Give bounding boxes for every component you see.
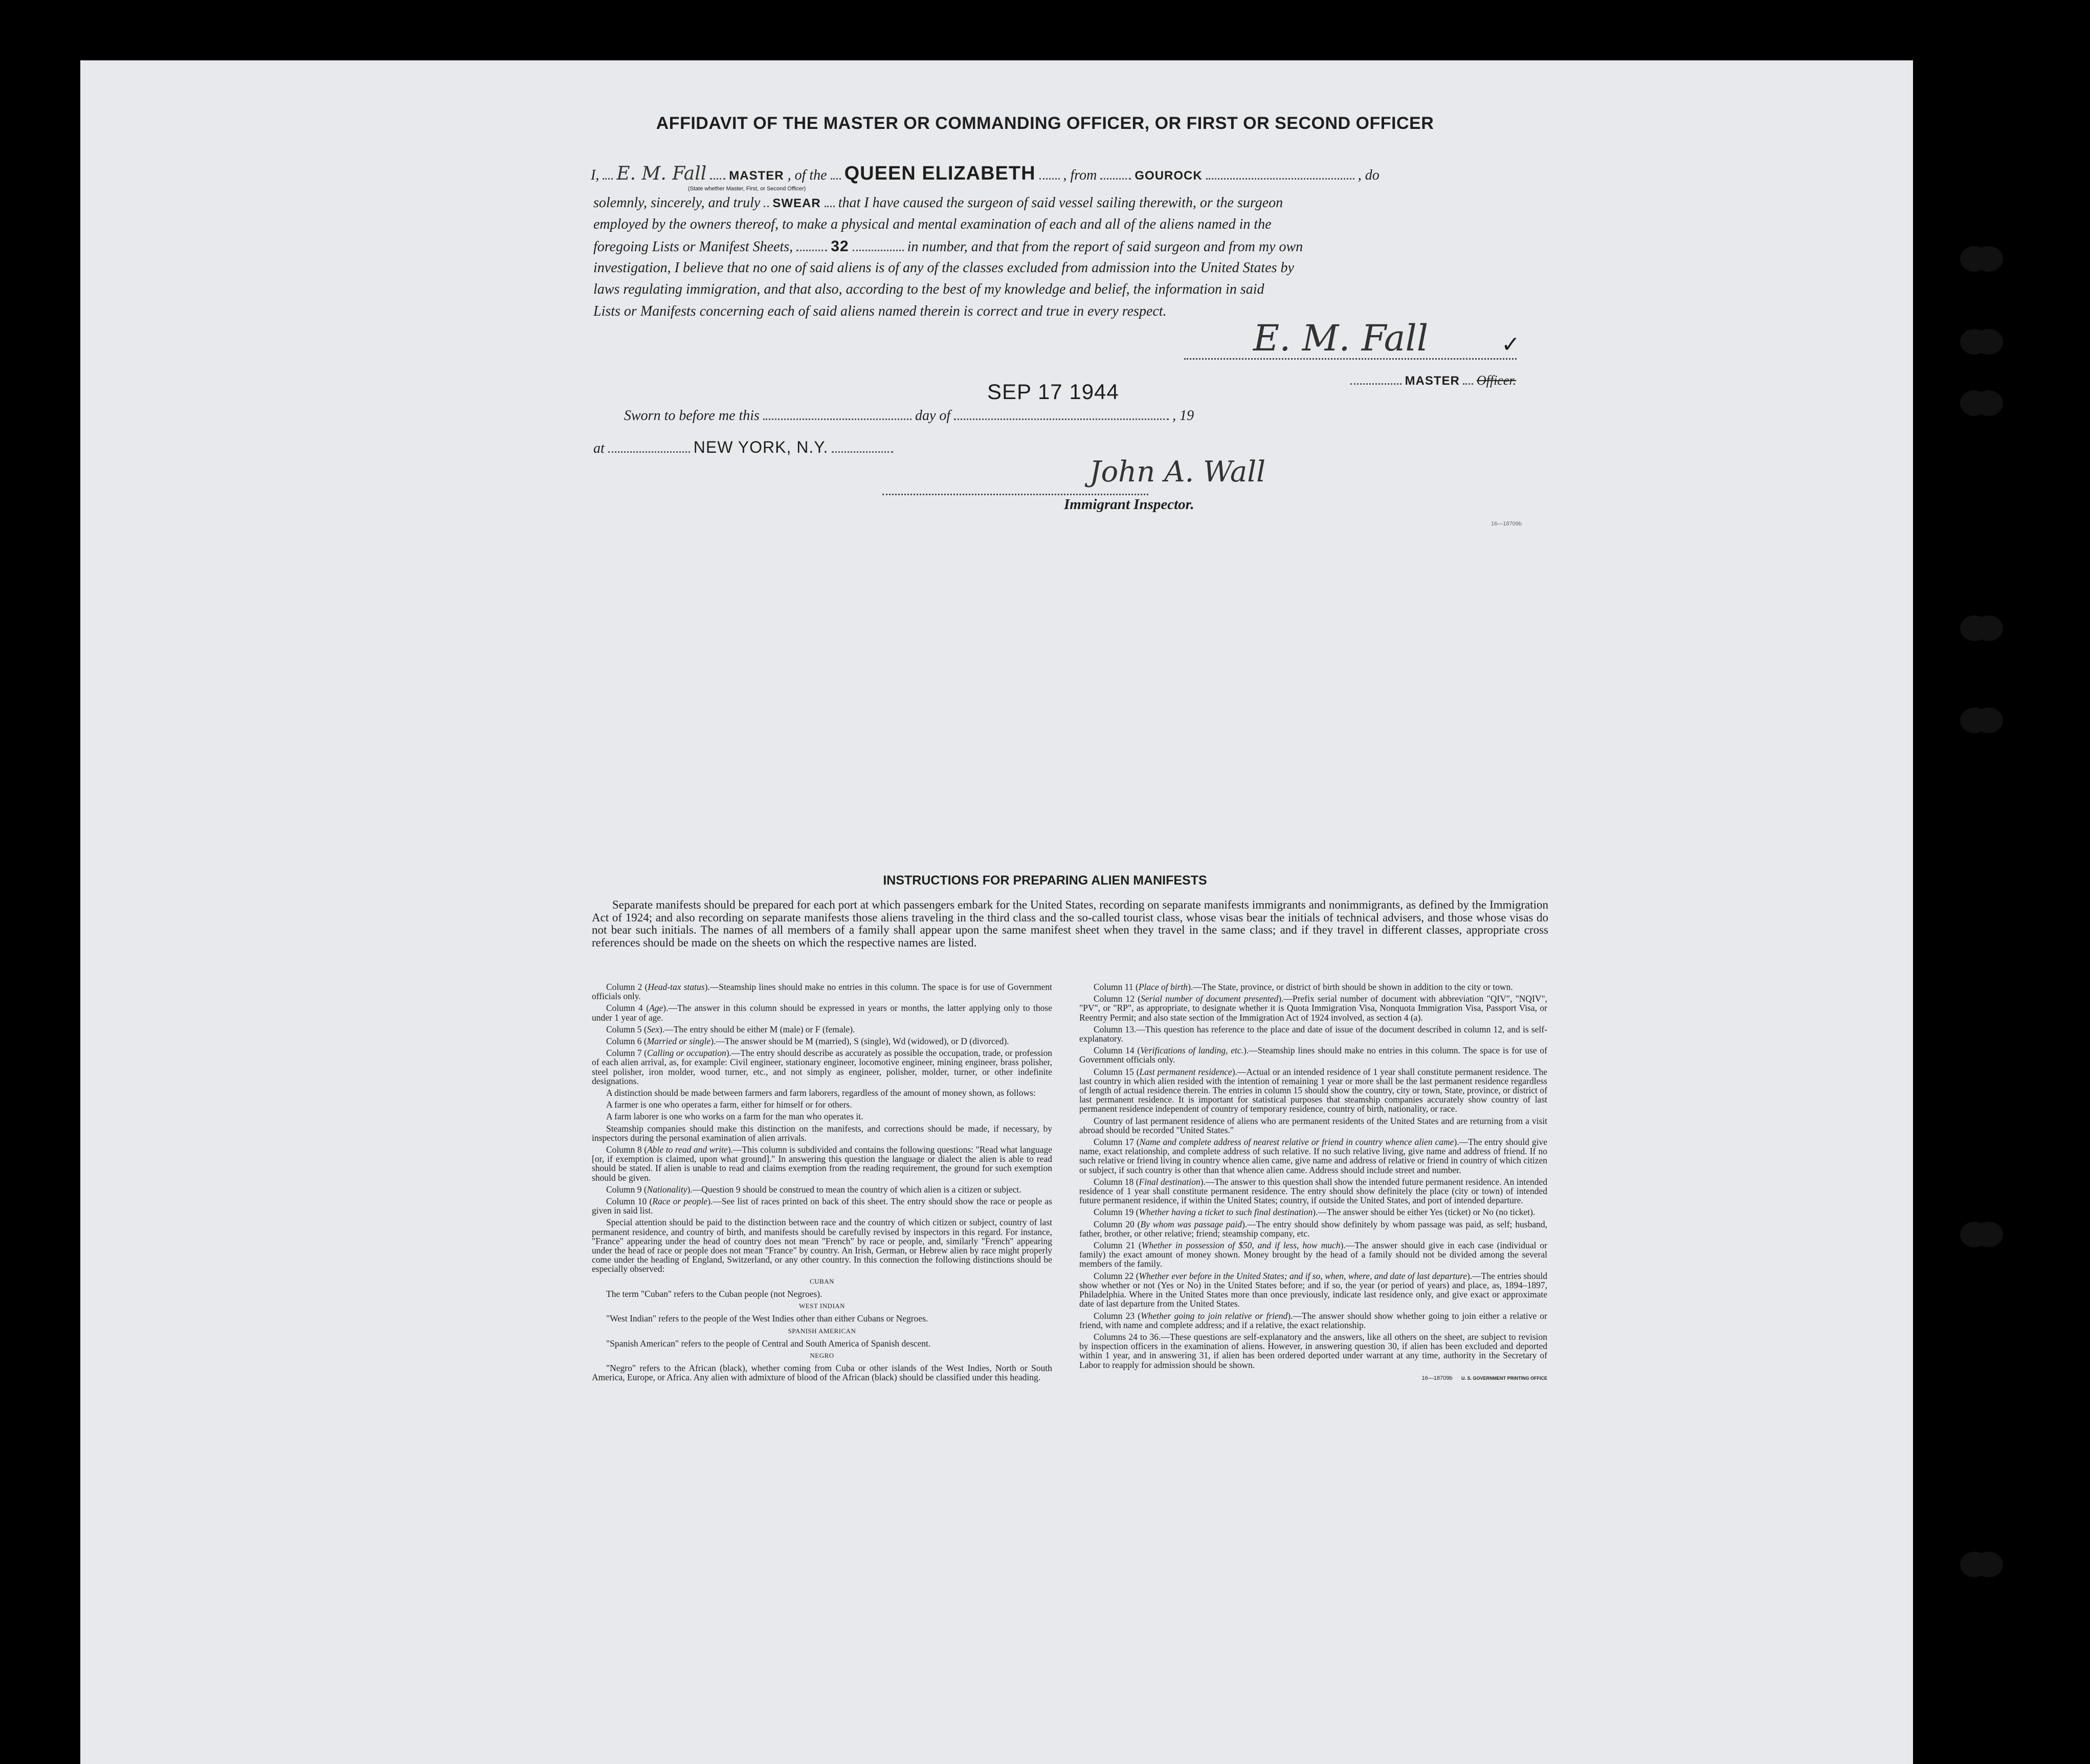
- affidavit-line-3: employed by the owners thereof, to make a physical and mental examination of each and all of the aliens named in the: [593, 216, 1272, 232]
- heading-spanish-american: SPANISH AMERICAN: [788, 1327, 856, 1335]
- punch-hole: [1960, 390, 1989, 416]
- instruction-item: Column 7 (Calling or occupation).—The entry should describe as accurately as possible the occupation, trade, or profession of each alien arrival, as, for example: Civil engineer, stationary engineer, locomotive engineer, mining engineer, brass polisher, steel polisher, iron molder, wood turner, etc., and not simply as engineer, polisher, molder, turner, or other indefinite designations.: [592, 1048, 1052, 1086]
- instruction-item: Column 14 (Verifications of landing, etc.).—Steamship lines should make no entries in this column. The space is for use of Government officials only.: [1079, 1045, 1547, 1065]
- inspector-signature: John A. Wall: [1090, 455, 1266, 489]
- instruction-item: Column 6 (Married or single).—The answer should be M (married), S (single), Wd (widowed), or D (divorced).: [606, 1036, 1009, 1047]
- instruction-item: Column 19 (Whether having a ticket to such final destination).—The answer should be either Yes (ticket) or No (no ticket).: [1094, 1207, 1536, 1218]
- form-number: 16—18709b: [1491, 521, 1522, 527]
- instruction-item: Column 22 (Whether ever before in the United States; and if so, when, where, and date of last departure).—The entries should show whether or not (Yes or No) in the United States before; and if so, the year (or period of years) and place, as, 1894–1897, Philadelphia. Where in the United States more than once previously, indicate last residence only, and give exact or approximate date of last departure from the United States.: [1079, 1270, 1547, 1309]
- sworn-place: NEW YORK, N.Y.: [693, 438, 829, 456]
- check-mark: ✓: [1501, 332, 1520, 357]
- signer-rank-line: [1350, 372, 1516, 388]
- instruction-item: Columns 24 to 36.—These questions are self-explanatory and the answers, like all others on the sheet, are subject to revision by inspection officers in the examination of aliens. However, in answering question 30, if alien has been excluded and deported within 1 year, and in answering 31, if alien has been ordered deported under warrant at any time, authority in the Secretary of Labor to reapply for admission should be shown.: [1079, 1331, 1547, 1370]
- punch-hole: [1960, 329, 1989, 355]
- instruction-item: Column 5 (Sex).—The entry should be either M (male) or F (female).: [606, 1024, 855, 1034]
- date-stamp: SEP 17 1944: [987, 380, 1119, 404]
- instruction-item: Column 8 (Able to read and write).—This column is subdivided and contains the following questions: "Read what language [or, if exemption is claimed, upon what ground]." In answering this question the language or dialect the alien is able to read should be stated. If alien is unable to read and claims exemption from the reading requirement, the ground for such exemption should be given.: [592, 1144, 1052, 1183]
- punch-hole: [1960, 708, 1989, 733]
- punch-hole: [1960, 246, 1989, 272]
- footer-imprint: [1079, 1372, 1547, 1383]
- instruction-item: Steamship companies should make this distinction on the manifests, and corrections should be made, if necessary, by inspectors during the personal examination of alien arrivals.: [592, 1123, 1052, 1143]
- instruction-item: Column 18 (Final destination).—The answer to this question shall show the intended future permanent residence. An intended residence of 1 year shall constitute permanent residence. The entry should show definitely the place (city or town) of intended future permanent residence, if within the United States; country, if outside the United States, and port of intended departure.: [1079, 1176, 1547, 1206]
- officer-signature: E. M. Fall: [616, 163, 707, 184]
- instruction-item: Column 13.—This question has reference to the place and date of issue of the document described in column 12, and is self-explanatory.: [1079, 1024, 1547, 1044]
- instructions-right-column: [1079, 982, 1547, 1383]
- inspector-signature-line: [882, 494, 1148, 495]
- officer-signature-line: [1184, 358, 1517, 360]
- vessel-name: QUEEN ELIZABETH: [844, 163, 1036, 184]
- heading-negro: NEGRO: [810, 1351, 834, 1359]
- affidavit-line-7: Lists or Manifests concerning each of said aliens named therein is correct and true in every respect.: [593, 303, 1167, 319]
- signer-rank-struck: Officer.: [1476, 373, 1517, 388]
- instruction-item: Column 9 (Nationality).—Question 9 should be construed to mean the country of which alien is a citizen or subject.: [606, 1184, 1021, 1195]
- affidavit-line-6: laws regulating immigration, and that also, according to the best of my knowledge and belief, the information in said: [593, 281, 1264, 297]
- instruction-item: Column 21 (Whether in possession of $50, and if less, how much).—The answer should give in each case (individual or family) the exact amount of money shown. Money brought by the head of a family should not be divided among the several members of the family.: [1079, 1240, 1548, 1269]
- definition-spanish-american: "Spanish American" refers to the people of Central and South America of Spanish descent.: [606, 1338, 931, 1349]
- instruction-item: Column 11 (Place of birth).—The State, province, or district of birth should be shown in addition to the city or town.: [1094, 982, 1513, 992]
- instruction-item: Column 20 (By whom was passage paid).—The entry should show definitely by whom passage was paid, as self; husband, father, brother, or other relative; friend; steamship company, etc.: [1079, 1219, 1548, 1239]
- heading-cuban: CUBAN: [809, 1277, 834, 1285]
- officer-rank: MASTER: [729, 169, 784, 183]
- definition-negro: "Negro" refers to the African (black), whether coming from Cuba or other islands of the West Indies, North or South America, Europe, or Africa. Any alien with admixture of blood of the African (black) should be classified under this heading.: [592, 1363, 1052, 1383]
- instruction-item: Column 12 (Serial number of document presented).—Prefix serial number of document with abbreviation "QIV", "NQIV", "PV", or "RP", as appropriate, to designate whether it is Quota Immigration Visa, Nonquota Immigration Visa, Passport Visa, or Reentry Permit; and also state section of the Immigration Act of 1924 involved, as section 4 (a).: [1079, 994, 1547, 1023]
- instruction-item: Column 17 (Name and complete address of nearest relative or friend in country whence alien came).—The entry should give name, exact relationship, and complete address of such relative. If no such relative living, give name and address of friend. If no such relative or friend living in country whence alien came, give name and address of relative or friend in country of which citizen or subject, if such country is other than that whence alien came. Address should include street and number.: [1079, 1137, 1547, 1175]
- instructions-left-column: [592, 982, 1052, 1385]
- instructions-intro: Separate manifests should be prepared for each port at which passengers embark for the United States, recording on separate manifests immigrants and nonimmigrants, as defined by the Immigration Act of 1924; and also recording on separate manifests those aliens traveling in the third class and the so-called tourist class, whose visas bear the initials of technical advisers, and those whose visas do not bear such initials. The names of all members of a family shall appear upon the same manifest sheet when they travel in the same class; and if they travel in different classes, appropriate cross references should be made on the sheets on which the respective names are listed.: [592, 898, 1548, 949]
- instruction-item: A distinction should be made between farmers and farm laborers, regardless of the amount of money shown, as follows:: [606, 1088, 1036, 1098]
- inspector-title: Immigrant Inspector.: [1064, 496, 1194, 513]
- sworn-line: Sworn to before me this day of , 19: [624, 408, 1194, 424]
- punch-hole: [1960, 615, 1989, 641]
- place-line: at NEW YORK, N.Y.: [593, 438, 1555, 457]
- instruction-item: Column 15 (Last permanent residence).—Actual or an intended residence of 1 year shall constitute permanent residence. The last country in which alien resided with the intention of remaining 1 year or more shall be the last permanent residence regardless of length of actual residence therein. The entries in column 15 should show the country, city or town, State, province, or district of last permanent residence. It is important for statistical purposes that steamship companies accurately show country of last permanent residence independent of country of temporary residence, country of birth, nationality, or race.: [1079, 1066, 1548, 1114]
- affidavit-line-4: foregoing Lists or Manifest Sheets, 32 in number, and that from the report of said surgeon and from my own: [593, 238, 1303, 255]
- definition-west-indian: "West Indian" refers to the people of the West Indies other than either Cubans or Negroes.: [606, 1313, 928, 1324]
- instruction-item: Column 4 (Age).—The answer in this column should be expressed in years or months, the latter applying only to those under 1 year of age.: [592, 1003, 1052, 1023]
- oath-word: SWEAR: [772, 196, 821, 210]
- affidavit-line-5: investigation, I believe that no one of said aliens is of any of the classes excluded from admission into the United States by: [593, 260, 1294, 276]
- definition-cuban: The term "Cuban" refers to the Cuban people (not Negroes).: [606, 1288, 822, 1299]
- punch-hole: [1960, 1552, 1989, 1577]
- affidavit-title: AFFIDAVIT OF THE MASTER OR COMMANDING OFFICER, OR FIRST OR SECOND OFFICER: [656, 114, 1434, 133]
- affidavit-line-1: I, E. M. Fall MASTER , of the QUEEN ELIZABETH , from GOUROCK , do: [591, 163, 1380, 184]
- punch-hole: [1960, 1222, 1989, 1247]
- instruction-item: Special attention should be paid to the distinction between race and the country of which citizen or subject, country of last permanent residence, and country of birth, and manifests should be carefully revised by inspectors in this regard. For instance, "France" appearing under the head of country does not mean "French" by race or people, and, similarly "French" appearing under the head of race or people does not mean "France" by country. An Irish, German, or Hebrew alien by race might properly come under the heading of England, Switzerland, or any other country. In this connection the following distinctions should be especially observed:: [592, 1217, 1052, 1274]
- instruction-item: Country of last permanent residence of aliens who are permanent residents of the United States and are returning from a visit abroad should be recorded "United States.": [1079, 1115, 1547, 1135]
- heading-west-indian: WEST INDIAN: [798, 1302, 846, 1310]
- instruction-item: Column 2 (Head-tax status).—Steamship lines should make no entries in this column. The space is for use of Government officials only.: [592, 982, 1052, 1002]
- sheet-count: 32: [831, 238, 849, 255]
- officer-signature-large: E. M. Fall: [1253, 317, 1429, 359]
- footer-form-number: 16—18709b: [1421, 1375, 1453, 1381]
- departure-port: GOUROCK: [1135, 169, 1203, 183]
- instruction-item: A farm laborer is one who works on a farm for the man who operates it.: [606, 1111, 863, 1122]
- instruction-item: A farmer is one who operates a farm, either for himself or for others.: [606, 1099, 852, 1110]
- rank-note: (State whether Master, First, or Second Officer): [688, 186, 806, 192]
- affidavit-line-2: solemnly, sincerely, and truly SWEAR that I have caused the surgeon of said vessel sailing therewith, or the surgeon: [593, 195, 1283, 211]
- instructions-title: INSTRUCTIONS FOR PREPARING ALIEN MANIFESTS: [883, 873, 1207, 888]
- instruction-item: Column 10 (Race or people).—See list of races printed on back of this sheet. The entry should show the race or people as given in said list.: [592, 1196, 1052, 1216]
- footer-printer: U. S. GOVERNMENT PRINTING OFFICE: [1461, 1375, 1547, 1381]
- signer-rank: MASTER: [1405, 374, 1460, 388]
- instruction-item: Column 23 (Whether going to join relative or friend).—The answer should show whether going to join either a relative or friend, with name and complete address; and if a relative, the exact relationship.: [1079, 1310, 1547, 1330]
